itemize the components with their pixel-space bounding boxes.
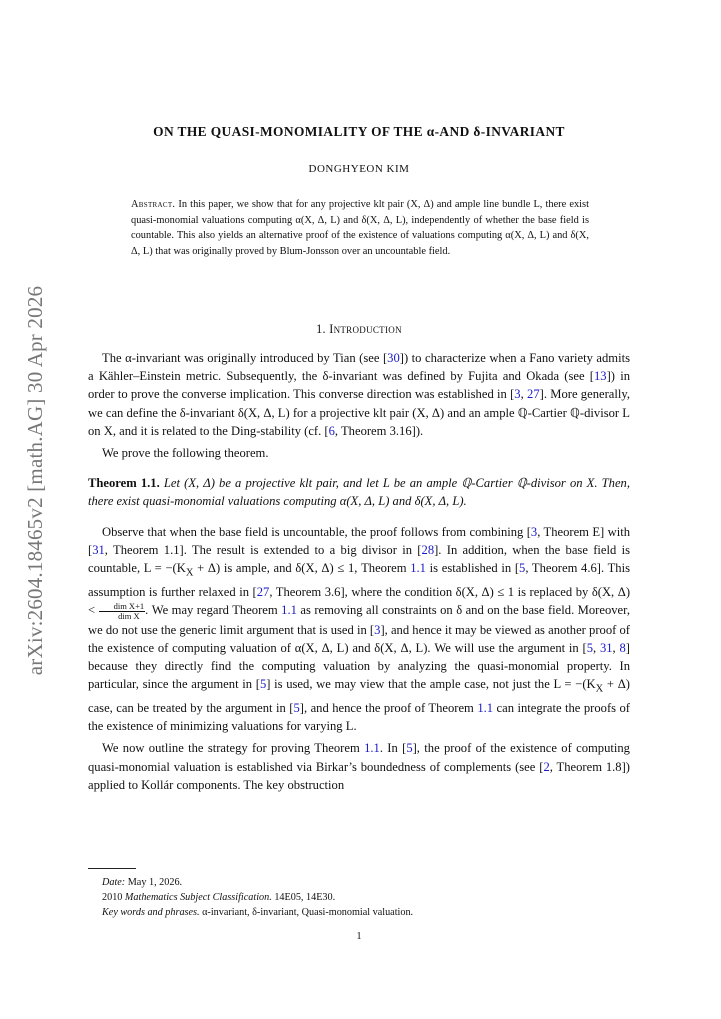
citation-link[interactable]: 5 [406, 741, 413, 756]
citation-link[interactable]: 3 [514, 387, 521, 402]
citation-link[interactable]: 5 [519, 561, 526, 576]
fraction: dim X+1 dim X [99, 602, 146, 621]
citation-link[interactable]: 31 [92, 542, 105, 557]
citation-link[interactable]: 6 [328, 423, 335, 438]
citation-link[interactable]: 28 [421, 542, 435, 557]
paragraph-2: We prove the following theorem. [102, 446, 269, 461]
paragraph-3: Observe that when the base field is uncountable, the proof follows from combining [3, Theorem E] with [31, Theorem 1.1]. The result is extended to a big divisor in [28]. In addition, when the base field is countable, $L = -(K_X + \Delta)$ is ample, and δ(X, Δ) ≤ 1, Theorem 1.1 is established in [5, Theorem 4.6]. This assumption is further relaxed in [27, Theorem 3.6], where the condition δ(X, Δ) ≤ 1 is replaced by δ(X, Δ) < dim X+1 dim X . We may regard Theorem 1.1 as removing all constraints on δ and on the base field. Moreover, we do not use the generic limit argument that is used in [3], and hence it may be viewed as another proof of the existence of computing valuation of α(X, Δ, L) and δ(X, Δ, L). We will use the argument in [5, 31, 8] because they directly find the computing valuation by analyzing the quasi-monomial property. In particular, since the argument in [5] is used, we may view that the ample case, not just the $L = -(K_X + \Delta)$ case, can be treated by the argument in [5], and hence the proof of Theorem 1.1 can integrate the proofs of the existence of minimizing valuations for varying L. [88, 524, 631, 734]
paragraph-1: The α-invariant was originally introduced by Tian (see [30]) to characterize when a Fano variety admits a Kähler–Einstein metric. Subsequently, the δ-invariant was defined by Fujita and Okada (see [13]) in order to prove the converse implication. This converse direction was established in [3, 27]. More generally, we can define the δ-invariant δ(X, Δ, L) for a projective klt pair (X, Δ) and an ample ℚ-Cartier ℚ-divisor L on X, and it is related to the Ding-stability (cf. [6, Theorem 3.16]). [88, 351, 630, 438]
citation-link[interactable]: 5 [259, 677, 267, 692]
abstract-text: In this paper, we show that for any projective klt pair (X, Δ) and ample line bundle L, there exist quasi-monomial valuations computing α(X, Δ, L) and δ(X, Δ, L), independently of whether the base field is countable. This also yields an alternative proof of the existence of valuations computing α(X, Δ, L) and δ(X, Δ, L) that was originally proved by Blum-Jonsson over an uncountable field. [131, 199, 589, 258]
citation-link[interactable]: 30 [387, 351, 400, 365]
paper-author: DONGHYEON KIM [308, 163, 410, 175]
paper-title: ON THE QUASI-MONOMIALITY OF THE α-AND δ-INVARIANT [153, 124, 565, 139]
footnote-date: Date: May 1, 2026. [102, 877, 183, 888]
footnote-msc: 2010 Mathematics Subject Classification. 14E05, 14E30. [102, 892, 336, 903]
page-number: 1 [356, 931, 362, 942]
theorem-label: Theorem 1.1. [88, 476, 160, 491]
citation-link[interactable]: 13 [593, 369, 607, 384]
footnote-keywords: Key words and phrases. α-invariant, δ-invariant, Quasi-monomial valuation. [102, 907, 414, 918]
theorem-reference-link[interactable]: 1.1 [477, 700, 494, 715]
footnotes [102, 875, 630, 920]
citation-link[interactable]: 27 [256, 584, 270, 599]
footnote-divider [88, 868, 136, 869]
citation-link[interactable]: 3 [374, 622, 381, 637]
abstract [131, 197, 589, 260]
theorem-statement: Let (X, Δ) be a projective klt pair, and let L be an ample ℚ-Cartier ℚ-divisor on X. Then, there exist quasi-monomial valuations computing α(X, Δ, L) and δ(X, Δ, L). [88, 476, 630, 509]
theorem-reference-link[interactable]: 1.1 [364, 741, 380, 756]
arxiv-stamp-text: arXiv:2604.18465v2 [math.AG] 30 Apr 2026 [23, 285, 48, 675]
citation-link[interactable]: 8 [619, 640, 626, 655]
citation-link[interactable]: 27 [527, 387, 540, 402]
main-body-text [88, 349, 630, 798]
abstract-label: Abstract. [131, 199, 176, 210]
section-heading: 1. Introduction [316, 322, 402, 336]
theorem-1-1 [88, 474, 630, 510]
paragraph-4: We now outline the strategy for proving Theorem 1.1. In [5], the proof of the existence of computing quasi-monomial valuation is established via Birkar’s boundedness of complements (see [2, Theorem 1.8]) applied to Kollár components. The key obstruction [88, 741, 630, 792]
citation-link[interactable]: 31 [599, 640, 613, 655]
theorem-reference-link[interactable]: 1.1 [410, 561, 426, 576]
citation-link[interactable]: 5 [586, 640, 593, 655]
theorem-reference-link[interactable]: 1.1 [281, 602, 297, 617]
arxiv-identifier-stamp [16, 280, 56, 680]
citation-link[interactable]: 3 [530, 524, 538, 539]
citation-link[interactable]: 2 [543, 759, 550, 774]
citation-link[interactable]: 5 [293, 700, 300, 715]
